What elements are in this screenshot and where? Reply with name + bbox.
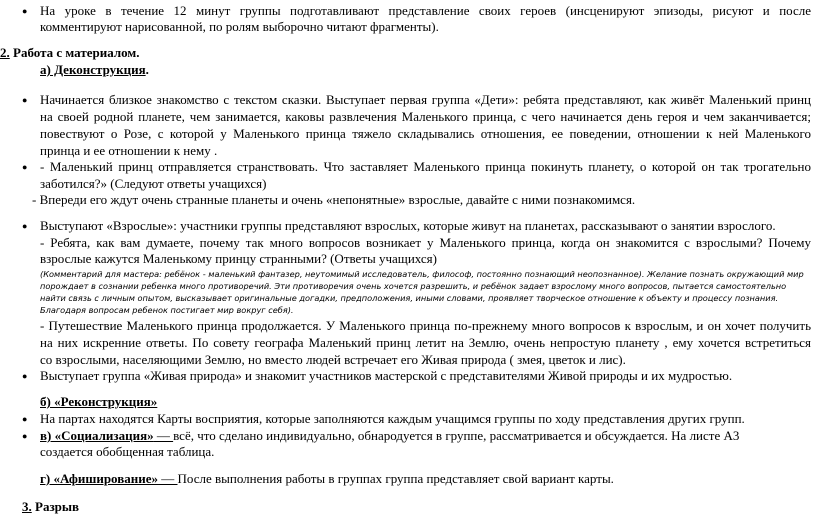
- paragraph-line: повествуют о Розе, с которой у Маленького принца тяжело складывались отношения, ее поведении, отношении к ней Маленького: [40, 126, 811, 141]
- master-comment-line: найти связь с личным опытом, высказывает оригинальные догадки, предположения, иными словами, проявляет творческое отношение к объекту и процессу познания.: [40, 293, 779, 303]
- master-comment-line: (Комментарий для мастера: ребёнок - маленький фантазер, неутомимый исследователь, философ, постоянно познающий неопознанное). Желание познать окружающий мир: [40, 269, 804, 279]
- master-comment-line: порождает в сознании ребенка много противоречий. Эти противоречия очень хочется разрешить, и ребёнок задает взрослому много вопросов, пытается самостоятельно: [40, 281, 787, 291]
- paragraph-line: принца и ее отношении к нему .: [40, 143, 218, 158]
- paragraph-line: комментируют нарисованной, по ролям выборочно читают фрагменты).: [40, 19, 439, 34]
- paragraph-line: заботился?» (Следуют ответы учащихся): [40, 176, 267, 191]
- paragraph-line: Начинается близкое знакомство с текстом сказки. Выступает первая группа «Дети»: ребята представляют, как живёт Маленький принц: [40, 92, 811, 107]
- paragraph-line: со взрослыми, населяющими Землю, но вместо людей встречает его Живая природа ( змея, цветок и лис).: [40, 352, 626, 367]
- paragraph-line: взрослые кажутся Маленькому принцу странными? (Ответы учащихся): [40, 251, 437, 266]
- master-comment-line: Благодаря вопросам ребенок постигает мир вокруг себя).: [40, 305, 294, 315]
- bullet-icon: ●: [22, 371, 28, 381]
- paragraph-line: Выступают «Взрослые»: участники группы представляют взрослых, которые живут на планетах, рассказывают о занятии взрослого.: [40, 218, 776, 233]
- subsection-dot: .: [145, 62, 149, 77]
- paragraph-line: на своей родной планете, чем занимается, каковы развлечения Маленького принца, с чего начинается день героя и чем заканчивается;: [40, 109, 811, 124]
- bullet-icon: ●: [22, 221, 28, 231]
- section-heading: [0, 45, 139, 61]
- paragraph-line: На уроке в течение 12 минут группы подготавливают представление своих героев (инсценируют эпизоды, рисуют и после: [40, 3, 811, 18]
- bullet-icon: ●: [22, 6, 28, 16]
- paragraph-line: на них искренние ответы. По совету географа Маленький принц летит на Землю, очень непростую планету , ему хочется встретиться: [40, 335, 811, 350]
- socialization-text: всё, что сделано индивидуально, обнародуется в группе, рассматривается и обсуждается. На листе А3: [173, 428, 740, 443]
- paragraph-line: [40, 471, 614, 487]
- subsection-heading: [40, 62, 149, 78]
- posting-label: г) «Афиширование»: [40, 471, 159, 486]
- bullet-icon: ●: [22, 414, 28, 424]
- section-number: 3.: [22, 499, 32, 514]
- section-number: 2.: [0, 45, 10, 60]
- paragraph-line: - Впереди его ждут очень странные планеты и очень «непонятные» взрослые, давайте с ними познакомимся.: [32, 192, 636, 207]
- dash: —: [153, 428, 174, 443]
- paragraph-line: - Маленький принц отправляется странствовать. Что заставляет Маленького принца покинуть планету, о которой он так трогательно: [40, 159, 811, 174]
- dash: —: [158, 471, 178, 486]
- section-title: Разрыв: [31, 499, 80, 514]
- paragraph-line: создается обобщенная таблица.: [40, 444, 215, 459]
- subsection-heading: б) «Реконструкция»: [40, 394, 158, 409]
- posting-text: После выполнения работы в группах группа представляет свой вариант карты.: [177, 471, 614, 486]
- paragraph-line: [40, 428, 739, 444]
- section-title: Работа с материалом.: [9, 45, 140, 60]
- paragraph-line: - Ребята, как вам думаете, почему так много вопросов возникает у Маленького принца, когда он знакомится с взрослыми? Почему: [40, 235, 811, 250]
- section-heading: [22, 499, 79, 515]
- bullet-icon: ●: [22, 95, 28, 105]
- paragraph-line: На партах находятся Карты восприятия, которые заполняются каждым учащимся группы по ходу представления других групп.: [40, 411, 745, 426]
- socialization-label: в) «Социализация»: [40, 428, 154, 443]
- bullet-icon: ●: [22, 162, 28, 172]
- bullet-icon: ●: [22, 431, 28, 441]
- subsection-label: а) Деконструкция: [40, 62, 146, 77]
- paragraph-line: - Путешествие Маленького принца продолжается. У Маленького принца по-прежнему много вопросов к взрослым, и он хочет получить: [40, 318, 811, 333]
- paragraph-line: Выступает группа «Живая природа» и знакомит участников мастерской с представителями Живой природы и их мудростью.: [40, 368, 733, 383]
